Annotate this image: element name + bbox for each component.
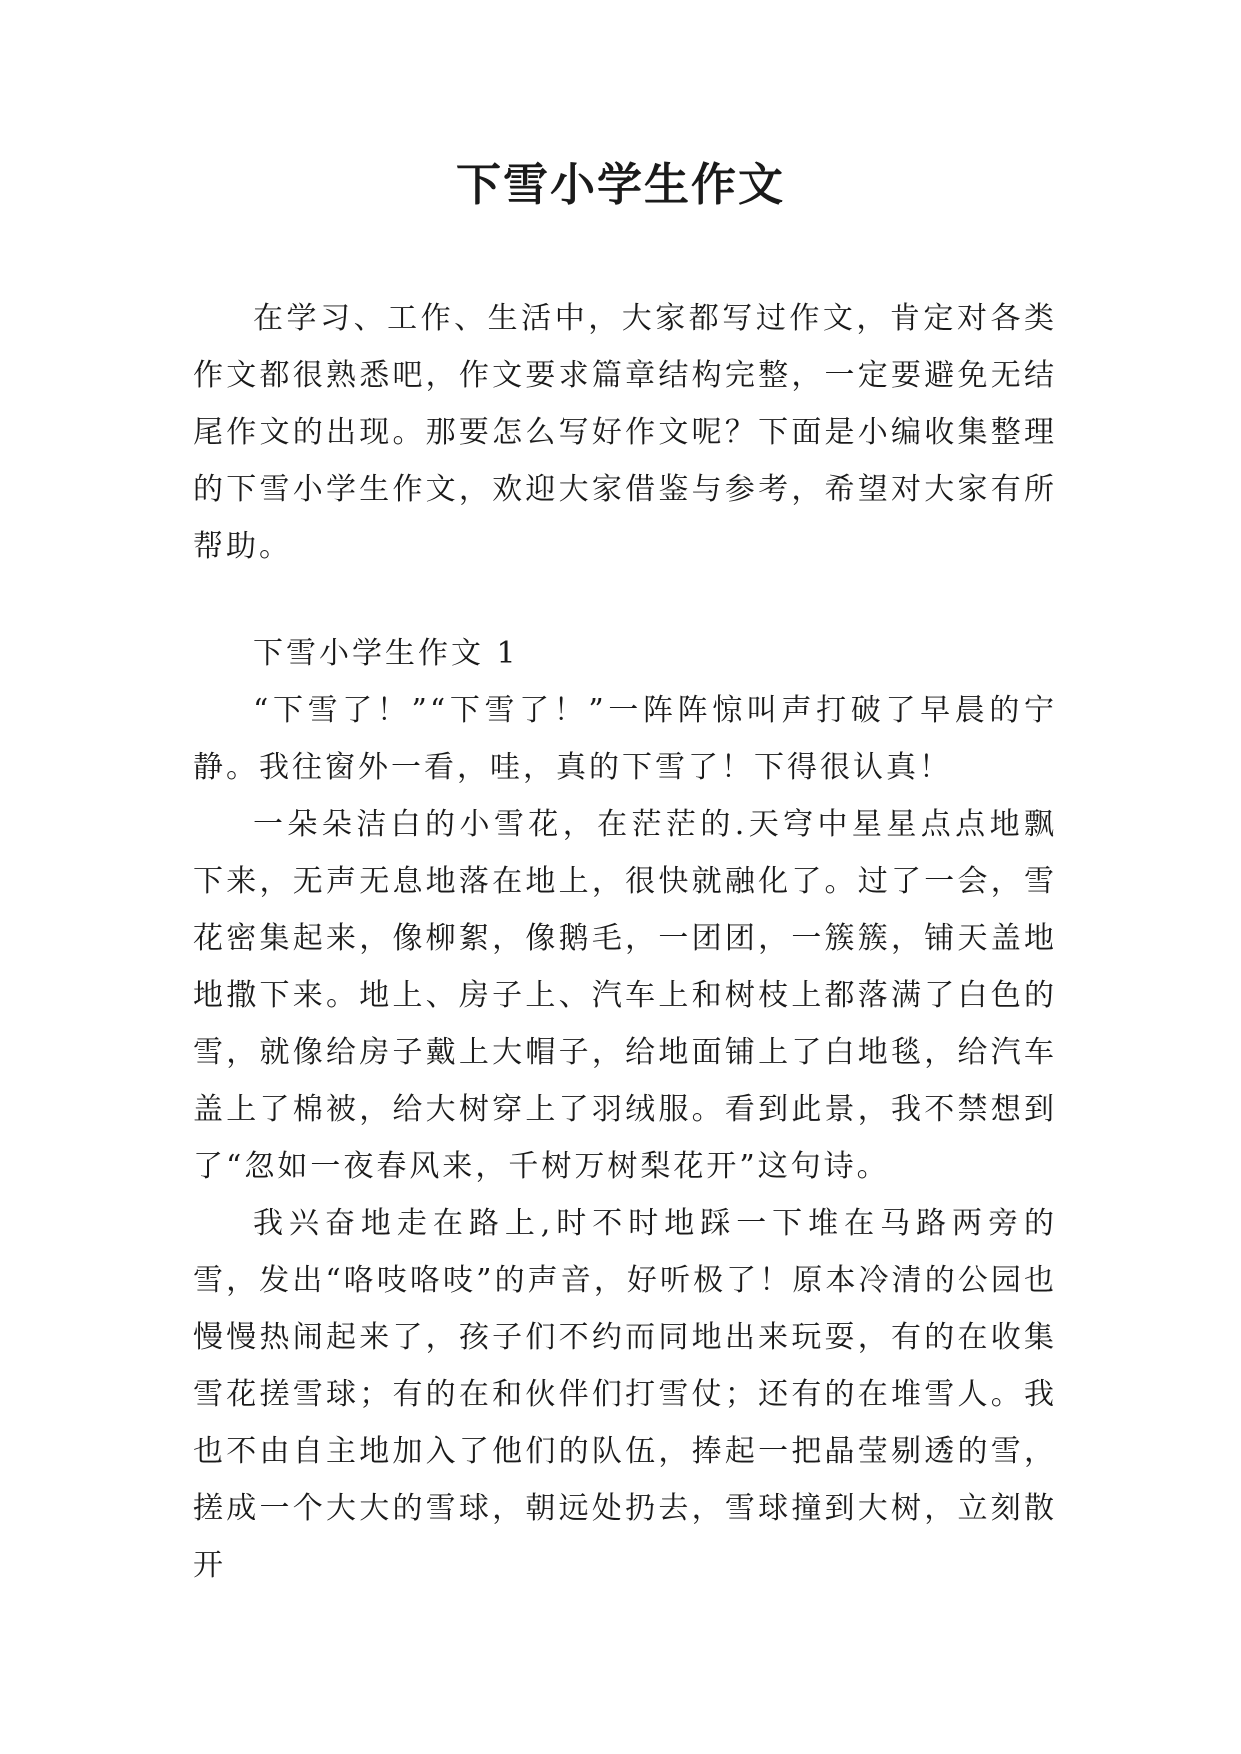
intro-paragraph: 在学习、工作、生活中，大家都写过作文，肯定对各类作文都很熟悉吧，作文要求篇章结构完整，一定要避免无结尾作文的出现。那要怎么写好作文呢？下面是小编收集整理的下雪小学生作文，欢迎大家借鉴与参考，希望对大家有所帮助。 xyxy=(193,301,1057,564)
essay-heading: 下雪小学生作文 1 xyxy=(253,636,519,671)
essay-paragraph: 我兴奋地走在路上,时不时地踩一下堆在马路两旁的雪，发出“咯吱咯吱”的声音，好听极了！原本冷清的公园也慢慢热闹起来了，孩子们不约而同地出来玩耍，有的在收集雪花搓雪球；有的在和伙伴们打雪仗；还有的在堆雪人。我也不由自主地加入了他们的队伍，捧起一把晶莹剔透的雪，搓成一个大大的雪球，朝远处扔去，雪球撞到大树，立刻散开 xyxy=(193,1206,1057,1583)
section-spacer xyxy=(193,575,1057,625)
essay-paragraph: 一朵朵洁白的小雪花，在茫茫的.天穹中星星点点地飘下来，无声无息地落在地上，很快就融化了。过了一会，雪花密集起来，像柳絮，像鹅毛，一团团，一簇簇，铺天盖地地撒下来。地上、房子上、汽车上和树枝上都落满了白色的雪，就像给房子戴上大帽子，给地面铺上了白地毯，给汽车盖上了棉被，给大树穿上了羽绒服。看到此景，我不禁想到了“忽如一夜春风来，千树万树梨花开”这句诗。 xyxy=(193,807,1057,1184)
document-body xyxy=(193,290,1057,1594)
essay-paragraph: “下雪了！”“下雪了！”一阵阵惊叫声打破了早晨的宁静。我往窗外一看，哇，真的下雪了！下得很认真！ xyxy=(193,693,1057,785)
document-title: 下雪小学生作文 xyxy=(455,158,785,211)
